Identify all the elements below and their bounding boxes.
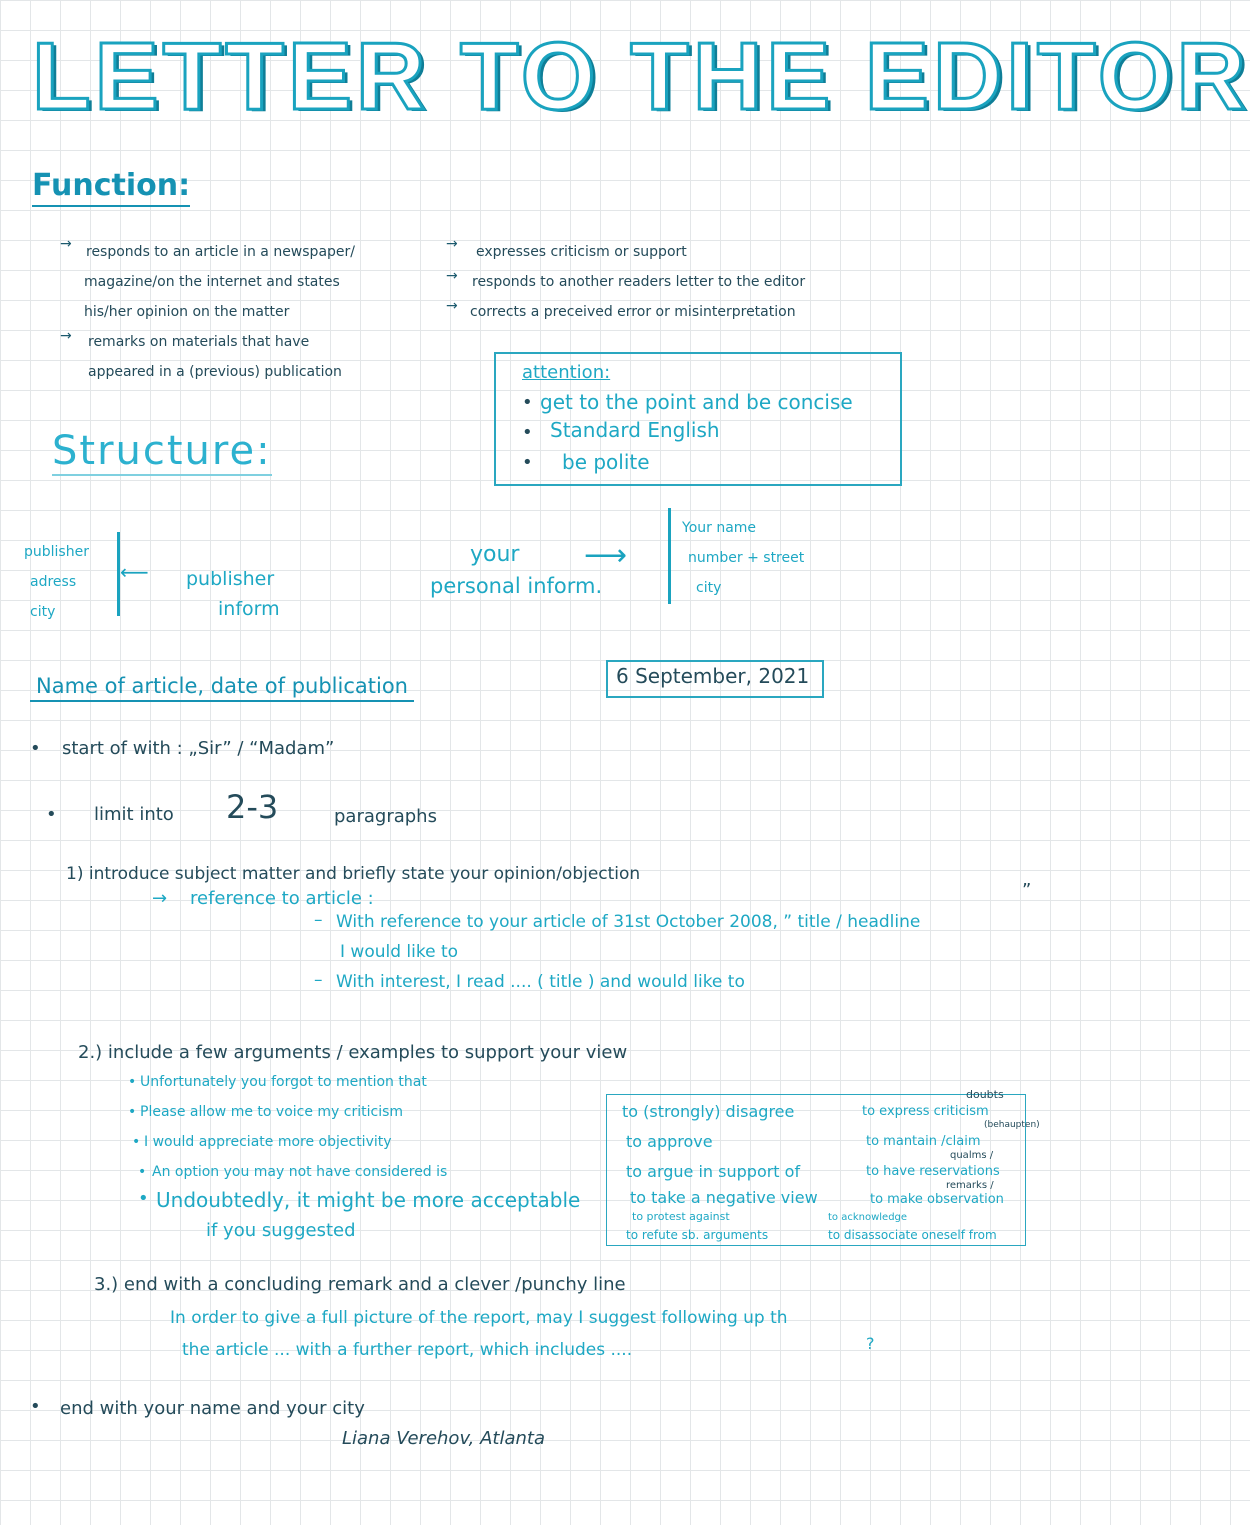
name-of-article: Name of article, date of publication [30,674,414,702]
para3-line: the article ... with a further report, which includes .... [182,1340,633,1360]
arrow-icon: → [152,888,168,909]
your-inform-label: personal inform. [430,574,603,598]
your-inform-label: your [470,542,520,567]
para1-intro: 1) introduce subject matter and briefly state your opinion/objection [66,864,641,884]
attention-item: be polite [562,450,650,474]
para3-intro: 3.) end with a concluding remark and a clever /punchy line [94,1274,626,1295]
vocab-right: to disassociate oneself from [828,1228,997,1242]
arrow-icon: → [446,268,458,284]
box-note: doubts [966,1088,1004,1101]
bullet-icon: • [138,1188,149,1209]
signature: Liana Verehov, Atlanta [342,1428,545,1449]
limit-number: 2-3 [226,788,279,826]
function-right-line: corrects a preceived error or misinterpretation [470,304,796,320]
bullet-icon: • [522,452,533,473]
your-address-line: Your name [682,520,757,536]
dash-icon: – [314,910,323,930]
letter-date: 6 September, 2021 [616,664,810,688]
dash-icon: – [314,970,323,990]
publisher-line: publisher [24,544,89,560]
function-right-line: expresses criticism or support [476,244,687,260]
function-left-line: responds to an article in a newspaper/ [86,244,355,260]
para2-item: An option you may not have considered is [152,1164,448,1180]
your-address-line: city [696,580,722,596]
para2-item: Please allow me to voice my criticism [140,1104,404,1120]
structure-heading: Structure: [52,428,272,474]
page-title: LETTER TO THE EDITOR [32,23,1250,130]
vocab-left: to (strongly) disagree [622,1102,795,1121]
publisher-line: city [30,604,56,620]
vocab-right: to express criticism [862,1104,989,1119]
bullet-icon: • [46,804,57,825]
bullet-icon: • [30,738,41,759]
end-rule: end with your name and your city [60,1398,365,1419]
quote-mark: ” [1022,880,1032,901]
para2-item: I would appreciate more objectivity [144,1134,392,1150]
bullet-icon: • [522,392,533,413]
arrow-icon: → [60,236,72,252]
publisher-line: adress [30,574,77,590]
vocab-left: to approve [626,1132,713,1151]
vocab-right: to have reservations [866,1164,1000,1179]
bullet-icon: • [138,1164,147,1180]
function-left-line: remarks on materials that have [88,334,310,350]
attention-item: get to the point and be concise [540,390,853,414]
limit-label: limit into [94,804,174,825]
vocab-left: to argue in support of [626,1162,801,1181]
box-note: remarks / [946,1180,994,1191]
vocab-left: to refute sb. arguments [626,1228,769,1242]
bullet-icon: • [128,1074,137,1090]
arrow-icon: → [60,328,72,344]
question-mark: ? [866,1334,875,1353]
vocab-left: to protest against [632,1210,730,1223]
address-divider [668,508,671,604]
bullet-icon: • [128,1104,137,1120]
bullet-icon: • [30,1396,41,1417]
attention-item: Standard English [550,418,720,442]
attention-label: attention: [522,362,611,383]
arrow-icon: → [446,298,458,314]
para2-item: if you suggested [206,1220,356,1241]
arrow-right-icon: ⟶ [584,538,628,573]
function-left-line: appeared in a (previous) publication [88,364,342,380]
vocab-left: to take a negative view [630,1188,818,1207]
bullet-icon: • [132,1134,141,1150]
vocab-right: to acknowledge [828,1212,908,1223]
start-rule: start of with : „Sir” / “Madam” [62,738,335,759]
para1-example: With reference to your article of 31st October 2008, ” title / headline [336,912,921,932]
para2-intro: 2.) include a few arguments / examples to support your view [78,1042,628,1063]
function-heading: Function: [32,168,190,207]
para1-example: With interest, I read .... ( title ) and would like to [336,972,745,992]
limit-label: paragraphs [334,806,437,827]
box-note: (behaupten) [984,1120,1040,1130]
para1-example: I would like to [340,942,459,962]
arrow-left-icon: ⟵ [120,560,149,584]
function-left-line: his/her opinion on the matter [84,304,290,320]
publisher-inform-label: publisher [186,568,275,590]
vocab-right: to make observation [870,1192,1004,1207]
box-note: qualms / [950,1150,994,1161]
function-right-line: responds to another readers letter to the editor [472,274,806,290]
function-left-line: magazine/on the internet and states [84,274,340,290]
arrow-icon: → [446,236,458,252]
publisher-inform-label: inform [218,598,280,620]
para3-line: In order to give a full picture of the report, may I suggest following up th [170,1308,788,1328]
para2-item: Undoubtedly, it might be more acceptable [156,1188,581,1212]
your-address-line: number + street [688,550,805,566]
para1-reference: reference to article : [190,888,374,909]
bullet-icon: • [522,422,533,443]
vocab-right: to mantain /claim [866,1134,981,1149]
para2-item: Unfortunately you forgot to mention that [140,1074,427,1090]
